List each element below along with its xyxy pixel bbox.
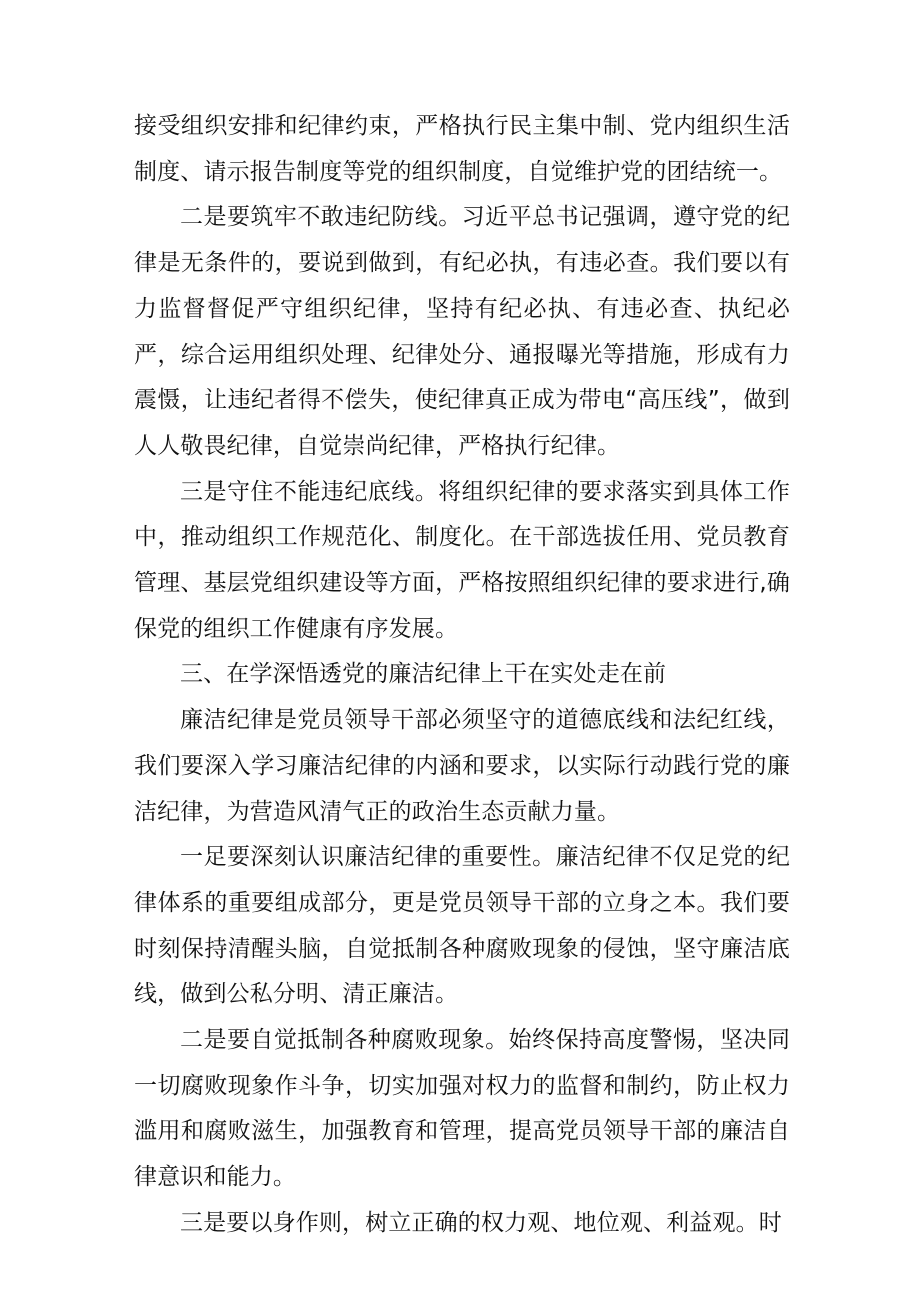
paragraph-point-three: 三是守住不能违纪底线。将组织纪律的要求落实到具体工作中，推动组织工作规范化、制度化。在干部选拔任用、党员教育管理、基层党组织建设等方面，严格按照组织纪律的要求进行,确保党的组织工作健康有序发展。 — [134, 478, 790, 642]
document-body — [134, 104, 790, 1247]
paragraph-point-three-b: 三是要以身作则，树立正确的权力观、地位观、利益观。时 — [180, 1209, 782, 1236]
paragraph-section-intro: 廉洁纪律是党员领导干部必须坚守的道德底线和法纪红线，我们要深入学习廉洁纪律的内涵和要求，以实际行动践行党的廉洁纪律，为营造风清气正的政治生态贡献力量。 — [134, 707, 790, 825]
section-heading-three: 三、在学深悟透党的廉洁纪律上干在实处走在前 — [180, 661, 667, 688]
paragraph-point-two: 二是要筑牢不敢违纪防线。习近平总书记强调，遵守党的纪律是无条件的，要说到做到，有纪必执，有违必查。我们要以有力监督督促严守组织纪律，坚持有纪必执、有违必查、执纪必严，综合运用组织处理、纪律处分、通报曝光等措施，形成有力震慑，让违纪者得不偿失，使纪律真正成为带电“高压线”，做到人人敬畏纪律，自觉崇尚纪律，严格执行纪律。 — [134, 204, 790, 459]
paragraph-point-one: 一足要深刻认识廉洁纪律的重要性。廉洁纪律不仅足党的纪律体系的重要组成部分，更是党员领导干部的立身之本。我们要时刻保持清醒头脑，自觉抵制各种腐败现象的侵蚀，坚守廉洁底线，做到公私分明、清正廉洁。 — [134, 844, 790, 1008]
paragraph-continuation: 接受组织安排和纪律约束，严格执行民主集中制、党内组织生活制度、请示报告制度等党的组织制度，自觉维护党的团结统一。 — [134, 113, 790, 185]
paragraph-point-two-b: 二是要自觉抵制各种腐败现象。始终保持高度警惕，坚决同一切腐败现象作斗争，切实加强对权力的监督和制约，防止权力滥用和腐败滋生，加强教育和管理，提高党员领导干部的廉洁自律意识和能力。 — [134, 1027, 790, 1191]
